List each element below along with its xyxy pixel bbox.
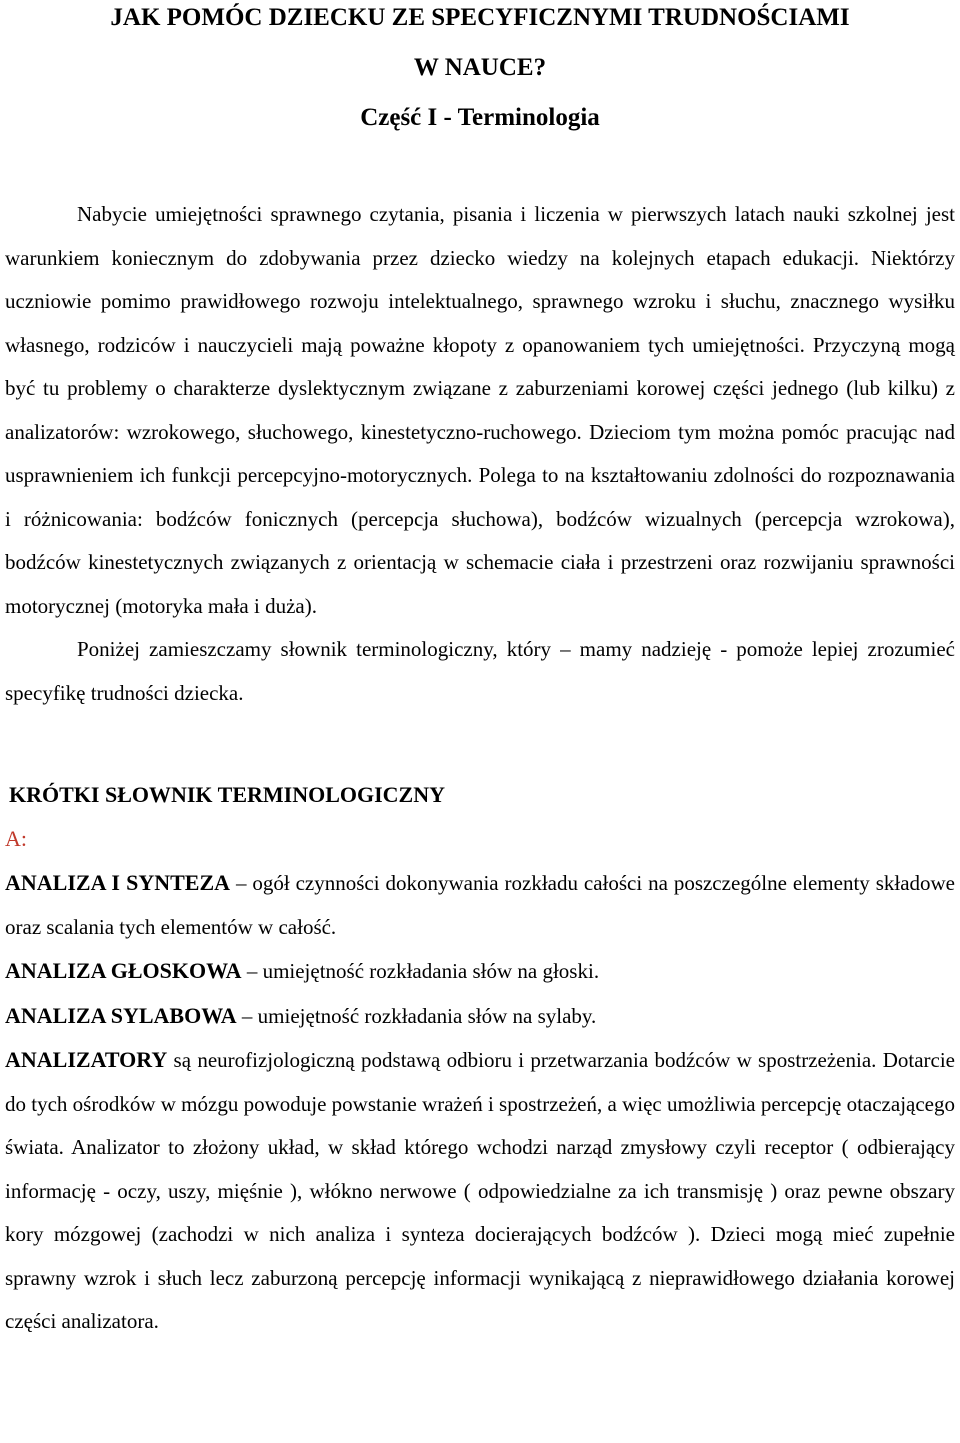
intro-paragraph-glossary-note: Poniżej zamieszczamy słownik terminologiczny, który – mamy nadzieję - pomoże lepiej zrozumieć specyfikę trudności dziecka. xyxy=(5,637,955,705)
glossary-entry xyxy=(5,861,955,949)
glossary-term: ANALIZA SYLABOWA xyxy=(5,1002,237,1028)
glossary-entry xyxy=(5,949,955,994)
glossary-entry xyxy=(5,994,955,1039)
intro-paragraph: Nabycie umiejętności sprawnego czytania, pisania i liczenia w pierwszych latach nauki szkolnej jest warunkiem koniecznym do zdobywania przez dziecko wiedzy na kolejnych etapach edukacji. Niektórzy uczniowie pomimo prawidłowego rozwoju intelektualnego, sprawnego wzroku i słuchu, znacznego wysiłku własnego, rodziców i nauczycieli mają poważne kłopoty z opanowaniem tych umiejętności. Przyczyną mogą być tu problemy o charakterze dyslektycznym związane z zaburzeniami korowej części jednego (lub kilku) z analizatorów: wzrokowego, słuchowego, kinestetyczno-ruchowego. Dzieciom tym można pomóc pracując nad usprawnieniem ich funkcji percepcyjno-motorycznych. Polega to na kształtowaniu zdolności do rozpoznawania i różnicowania: bodźców fonicznych (percepcja słuchowa), bodźców wizualnych (percepcja wzrokowa), bodźców kinestetycznych związanych z orientacją w schemacie ciała i przestrzeni oraz rozwijaniu sprawności motorycznej (motoryka mała i duża). xyxy=(5,202,955,618)
glossary-definition: ogół czynności dokonywania rozkładu całości na poszczególne elementy składowe oraz scalania tych elementów w całość. xyxy=(5,871,956,939)
glossary-term: ANALIZA GŁOSKOWA xyxy=(5,958,242,983)
glossary-entry xyxy=(5,1038,955,1344)
glossary-letter-heading: A: xyxy=(5,826,27,851)
glossary-separator: – xyxy=(236,1003,258,1028)
glossary-term: ANALIZA I SYNTEZA xyxy=(5,870,231,895)
glossary-definition: umiejętność rozkładania słów na sylaby. xyxy=(257,1003,597,1028)
document-title-line-2: W NAUCE? xyxy=(413,54,547,81)
glossary-definition: umiejętność rozkładania słów na głoski. xyxy=(262,959,600,983)
glossary-separator: – xyxy=(230,871,253,895)
document-title-line-1: JAK POMÓC DZIECKU ZE SPECYFICZNYMI TRUDNOŚCIAMI xyxy=(110,4,850,31)
glossary-separator: – xyxy=(241,959,263,983)
glossary-heading: KRÓTKI SŁOWNIK TERMINOLOGICZNY xyxy=(9,782,446,807)
glossary-term: ANALIZATORY xyxy=(5,1047,168,1072)
glossary-definition: są neurofizjologiczną podstawą odbioru i przetwarzania bodźców w spostrzeżenia. Dotarcie do tych ośrodków w mózgu powoduje powstanie wrażeń i spostrzeżeń, a więc umożliwia percepcję otaczającego świata. Analizator to złożony układ, w skład którego wchodzi narząd zmysłowy czyli receptor ( odbierający informację - oczy, uszy, mięśnie ), włókno nerwowe ( odpowiedzialne za ich transmisję ) oraz pewne obszary kory mózgowej (zachodzi w nich analiza i synteza docierających bodźców ). Dzieci mogą mieć zupełnie sprawny wzrok i słuch lecz zaburzoną percepcję informacji wynikającą z nieprawidłowego działania korowej części analizatora. xyxy=(5,1048,955,1333)
document-subtitle: Część I - Terminologia xyxy=(360,104,600,131)
